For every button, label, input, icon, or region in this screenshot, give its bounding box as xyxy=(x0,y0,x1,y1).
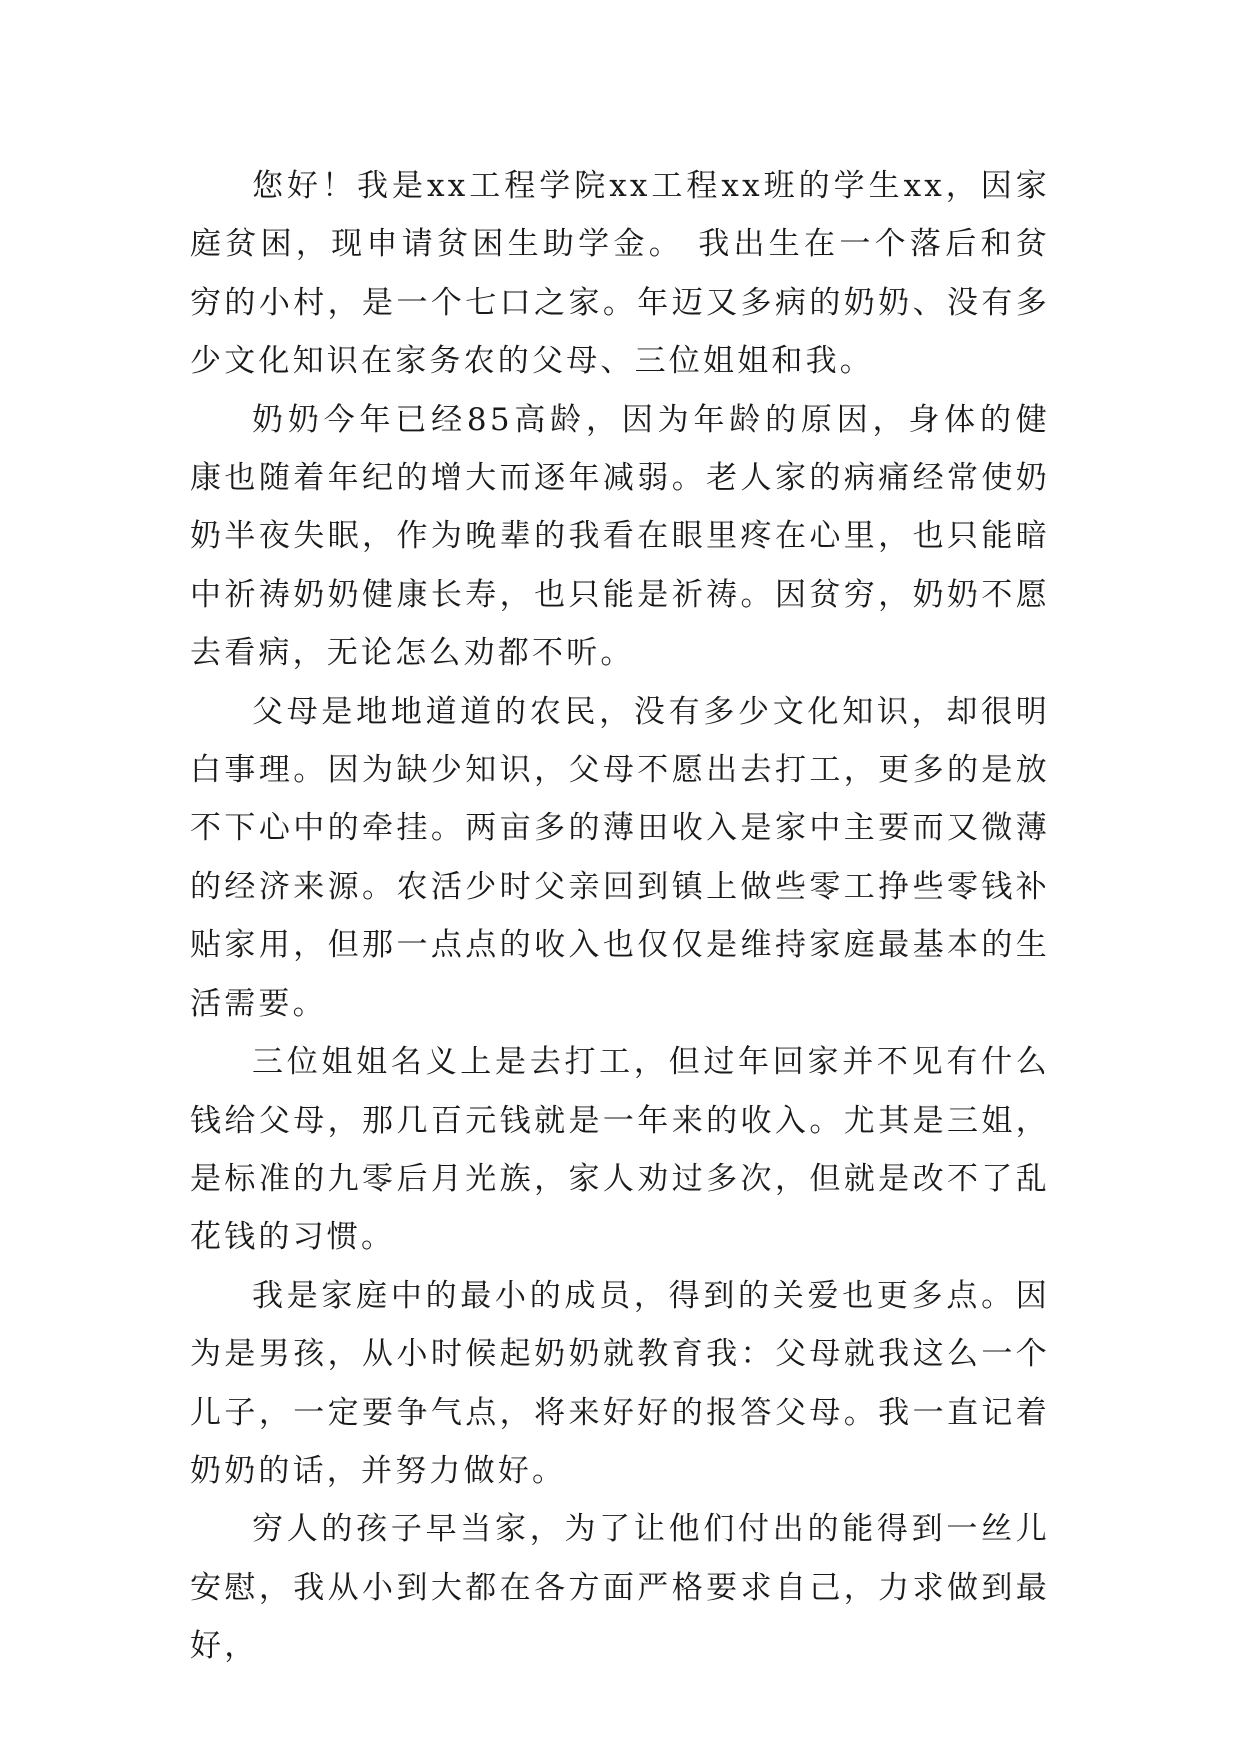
paragraph-sisters: 三位姐姐名义上是去打工，但过年回家并不见有什么钱给父母，那几百元钱就是一年来的收入。尤其是三姐，是标准的九零后月光族，家人劝过多次，但就是改不了乱花钱的习惯。 xyxy=(190,1044,1050,1256)
paragraph-effort: 穷人的孩子早当家，为了让他们付出的能得到一丝儿安慰，我从小到大都在各方面严格要求自己，力求做到最好， xyxy=(190,1511,1050,1665)
paragraph-greeting: 您好！我是xx工程学院xx工程xx班的学生xx，因家庭贫困，现申请贫困生助学金。 我出生在一个落后和贫穷的小村，是一个七口之家。年迈又多病的奶奶、没有多少文化知识在家务农的父母、三位姐姐和我。 xyxy=(190,168,1050,380)
paragraph-self: 我是家庭中的最小的成员，得到的关爱也更多点。因为是男孩，从小时候起奶奶就教育我：父母就我这么一个儿子，一定要争气点，将来好好的报答父母。我一直记着奶奶的话，并努力做好。 xyxy=(190,1277,1050,1489)
document-body xyxy=(190,157,1050,1676)
paragraph-grandmother: 奶奶今年已经85高龄，因为年龄的原因，身体的健康也随着年纪的增大而逐年减弱。老人家的病痛经常使奶奶半夜失眠，作为晚辈的我看在眼里疼在心里，也只能暗中祈祷奶奶健康长寿，也只能是祈祷。因贫穷，奶奶不愿去看病，无论怎么劝都不听。 xyxy=(190,401,1050,672)
paragraph-parents: 父母是地地道道的农民，没有多少文化知识，却很明白事理。因为缺少知识，父母不愿出去打工，更多的是放不下心中的牵挂。两亩多的薄田收入是家中主要而又微薄的经济来源。农活少时父亲回到镇上做些零工挣些零钱补贴家用，但那一点点的收入也仅仅是维持家庭最基本的生活需要。 xyxy=(190,693,1050,1022)
